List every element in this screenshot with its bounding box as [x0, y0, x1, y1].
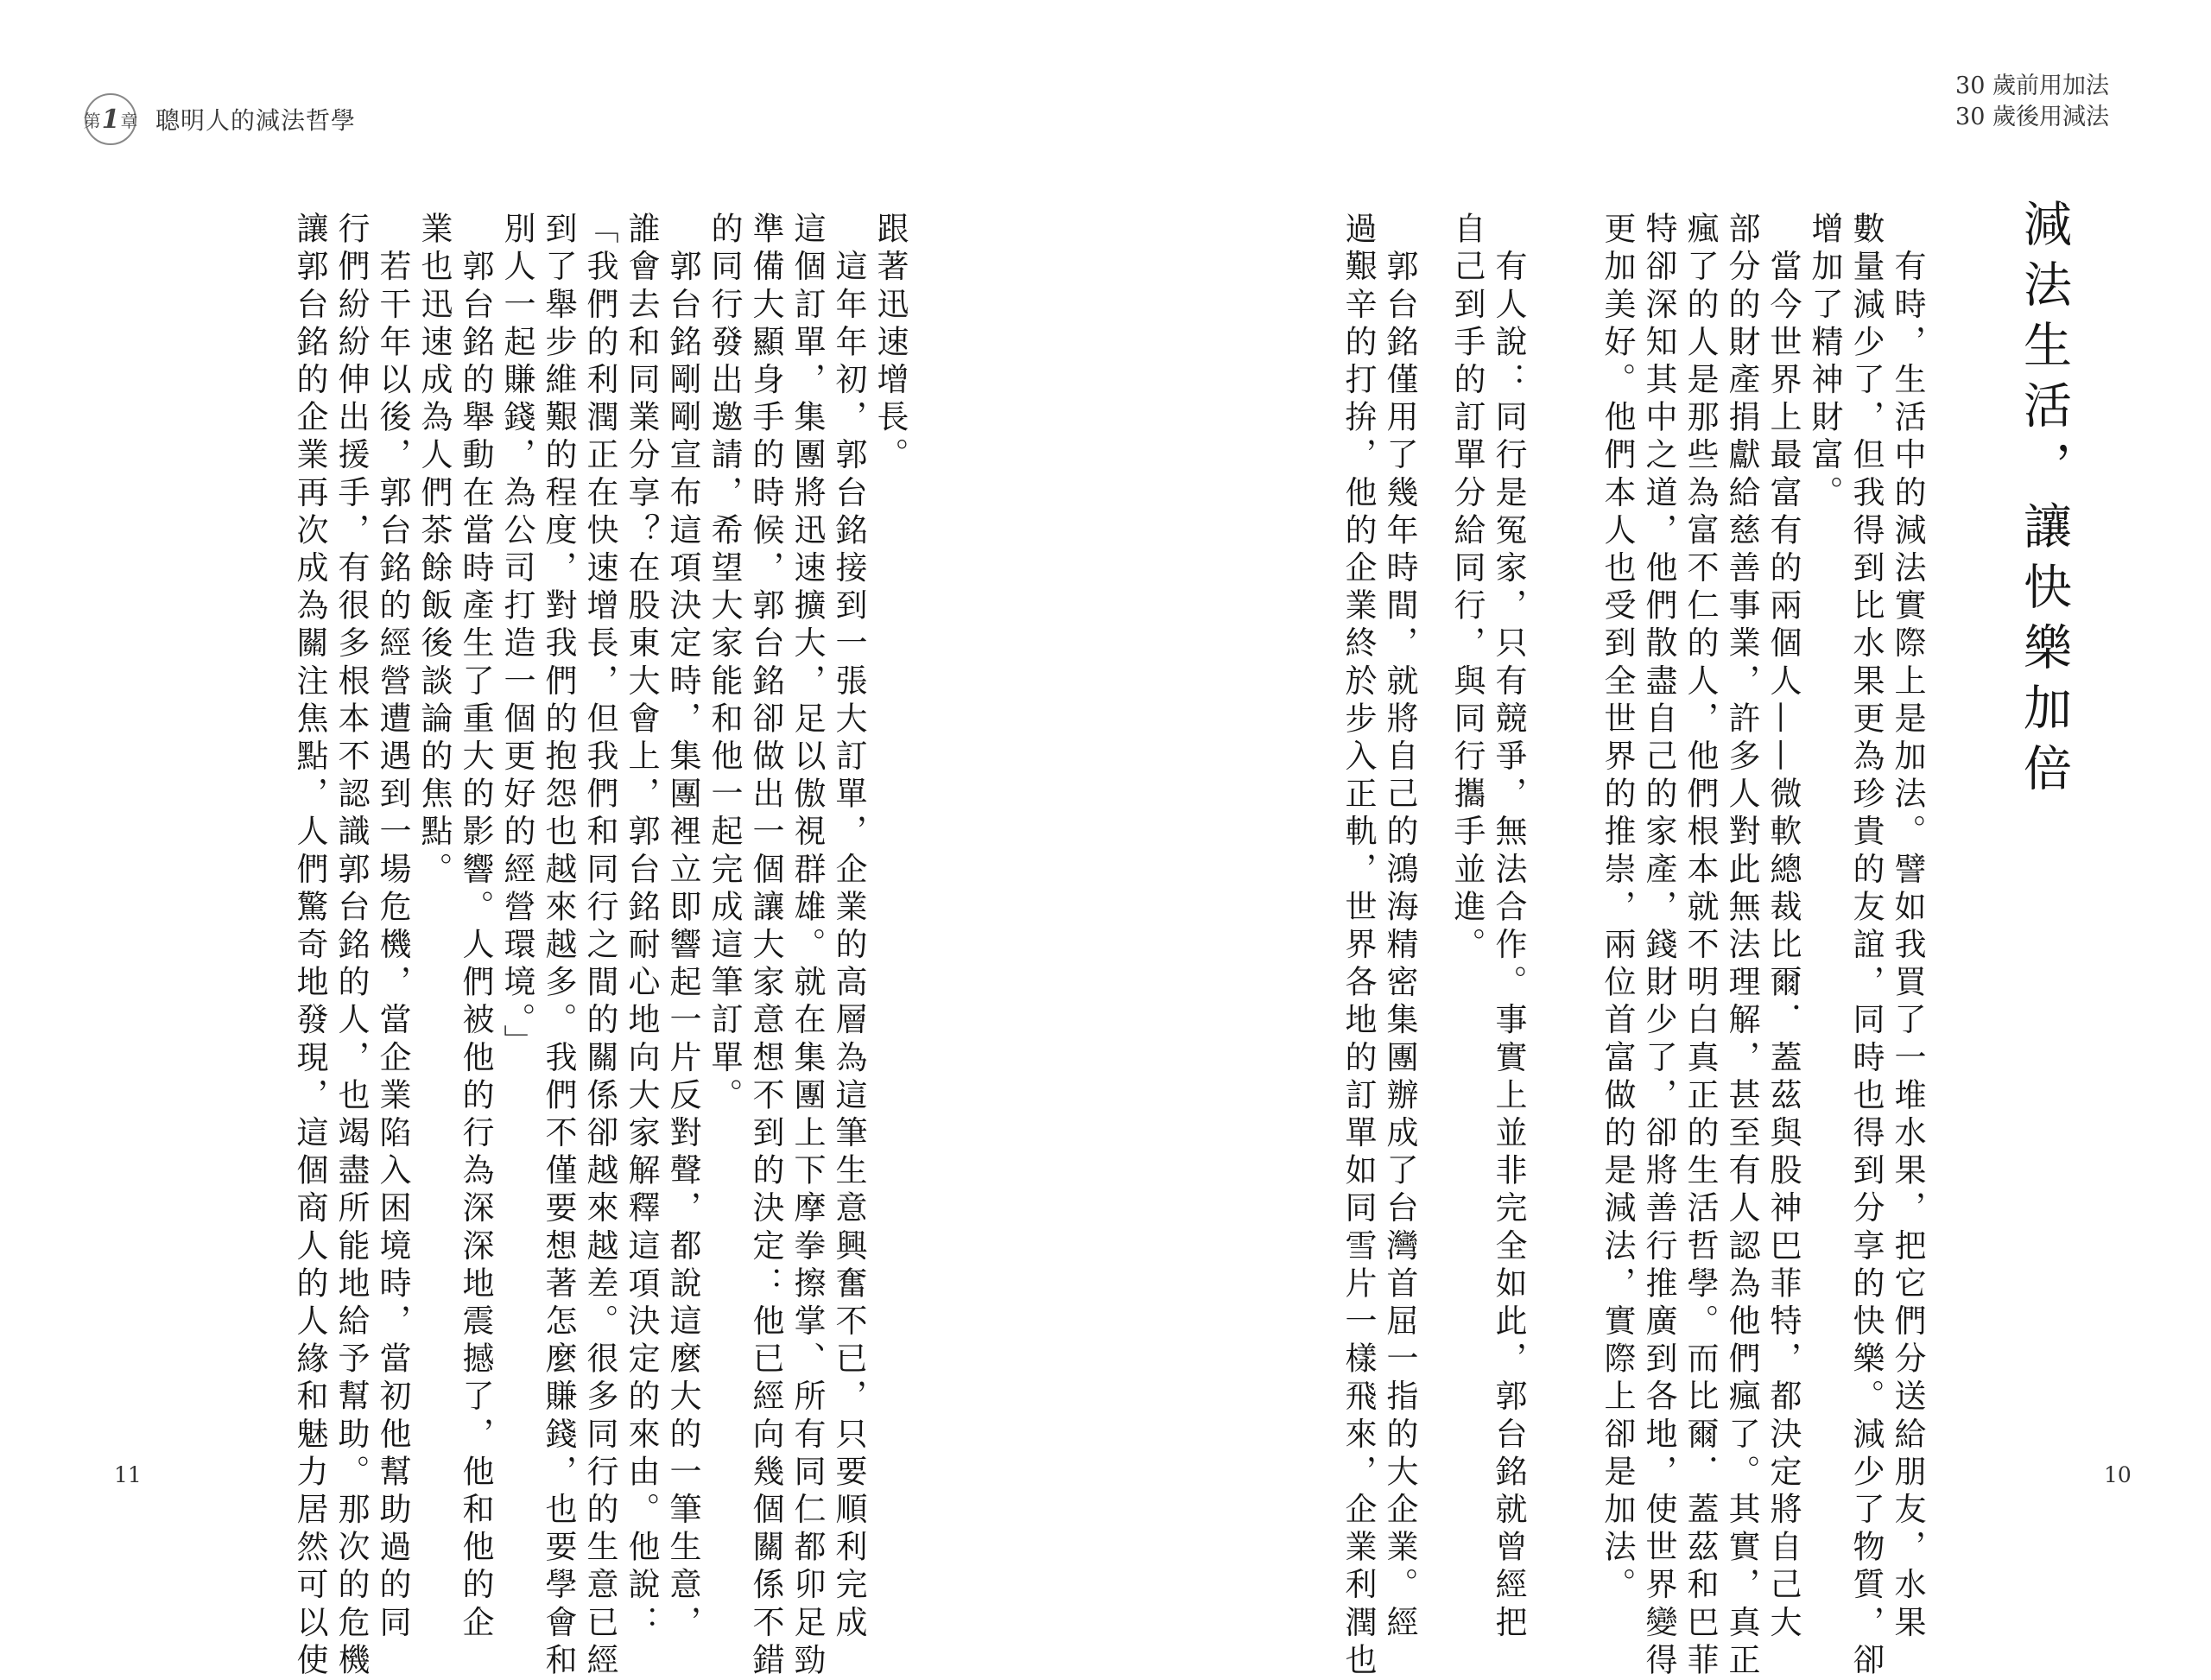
- text-column: 這年年初，郭台銘接到一張大訂單，企業的高層為這筆生意興奮不已，只要順利完成: [830, 212, 867, 1643]
- text-column: 到了舉步維艱的程度，對我們的抱怨也越來越多。我們不僅要想著怎麼賺錢，也要學會和: [540, 212, 577, 1680]
- running-head-line-1: 30 歲前用加法: [1955, 73, 2109, 99]
- text-column: 別人一起賺錢，為公司打造一個更好的經營環境。」: [498, 212, 535, 1062]
- text-column: 行們紛紛伸出援手，有很多根本不認識郭台銘的人，也竭盡所能地給予幫助。那次的危機: [333, 212, 370, 1680]
- text-column: 郭台銘剛剛宣布這項決定時，集團裡立即響起一片反對聲，都說這麼大的一筆生意，: [664, 212, 701, 1643]
- left-page-number: 11: [114, 1462, 142, 1487]
- text-column: 部分的財產捐獻給慈善事業，許多人對此無法理解，甚至有人認為他們瘋了。其實，真正: [1723, 212, 1760, 1680]
- text-column: 「我們的利潤正在快速增長，但我們和同行之間的關係卻越來越差。很多同行的生意已經: [581, 212, 618, 1680]
- section-heading: 減法生活，讓快樂加倍: [2016, 199, 2072, 803]
- text-column: 更加美好。他們本人也受到全世界的推崇，兩位首富做的是減法，實際上卻是加法。: [1599, 212, 1636, 1606]
- text-column: 跟著迅速增長。: [871, 212, 909, 476]
- text-column: 若干年以後，郭台銘的經營遭遇到一場危機，當企業陷入困境時，當初他幫助過的同: [374, 212, 411, 1643]
- right-page-number: 10: [2104, 1462, 2132, 1487]
- chapter-number: 1: [101, 104, 120, 135]
- text-column: 特卻深知其中之道，他們散盡自己的家產，錢財少了，卻將善行推廣到各地，使世界變得: [1640, 212, 1677, 1680]
- text-column: 準備大顯身手的時候，郭台銘卻做出一個讓大家意想不到的決定：他已經向幾個關係不錯: [747, 212, 784, 1680]
- chapter-header: [85, 92, 356, 146]
- text-column: 有人說：同行是冤家，只有競爭，無法合作。事實上並非完全如此，郭台銘就曾經把: [1490, 212, 1527, 1643]
- text-column: 自己到手的訂單分給同行，與同行攜手並進。: [1448, 212, 1486, 965]
- chapter-badge-prefix: 第: [83, 110, 101, 131]
- text-column: 的同行發出邀請，希望大家能和他一起完成這筆訂單。: [706, 212, 743, 1116]
- chapter-title: 聰明人的減法哲學: [155, 106, 357, 135]
- text-column: 誰會去和同業分享？在股東大會上，郭台銘耐心地向大家解釋這項決定的來由。他說：: [623, 212, 660, 1643]
- text-column: 增加了精神財富。: [1806, 212, 1843, 513]
- chapter-badge: [85, 93, 136, 145]
- text-column: 讓郭台銘的企業再次成為關注焦點，人們驚奇地發現，這個商人的人緣和魅力居然可以使: [291, 212, 328, 1680]
- running-head-line-2: 30 歲後用減法: [1955, 104, 2109, 130]
- text-column: 數量減少了，但我得到比水果更為珍貴的友誼，同時也得到分享的快樂。減少了物質，卻: [1847, 212, 1885, 1680]
- text-column: 業也迅速成為人們茶餘飯後談論的焦點。: [415, 212, 453, 890]
- text-column: 過艱辛的打拚，他的企業終於步入正軌，世界各地的訂單如同雪片一樣飛來，企業利潤也: [1340, 212, 1377, 1680]
- running-head: [1955, 71, 2109, 133]
- text-column: 當今世界上最富有的兩個人——微軟總裁比爾．蓋茲與股神巴菲特，都決定將自己大: [1764, 212, 1802, 1643]
- text-column: 瘋了的人是那些為富不仁的人，他們根本就不明白真正的生活哲學。而比爾．蓋茲和巴菲: [1682, 212, 1719, 1680]
- text-column: 郭台銘的舉動在當時產生了重大的影響。人們被他的行為深深地震撼了，他和他的企: [457, 212, 494, 1643]
- text-column: 郭台銘僅用了幾年時間，就將自己的鴻海精密集團辦成了台灣首屈一指的大企業。經: [1381, 212, 1418, 1643]
- text-column: 這個訂單，集團將迅速擴大，足以傲視群雄。就在集團上下摩拳擦掌、所有同仁都卯足勁: [789, 212, 826, 1680]
- text-column: 有時，生活中的減法實際上是加法。譬如我買了一堆水果，把它們分送給朋友，水果: [1889, 212, 1926, 1643]
- chapter-badge-suffix: 章: [120, 110, 138, 131]
